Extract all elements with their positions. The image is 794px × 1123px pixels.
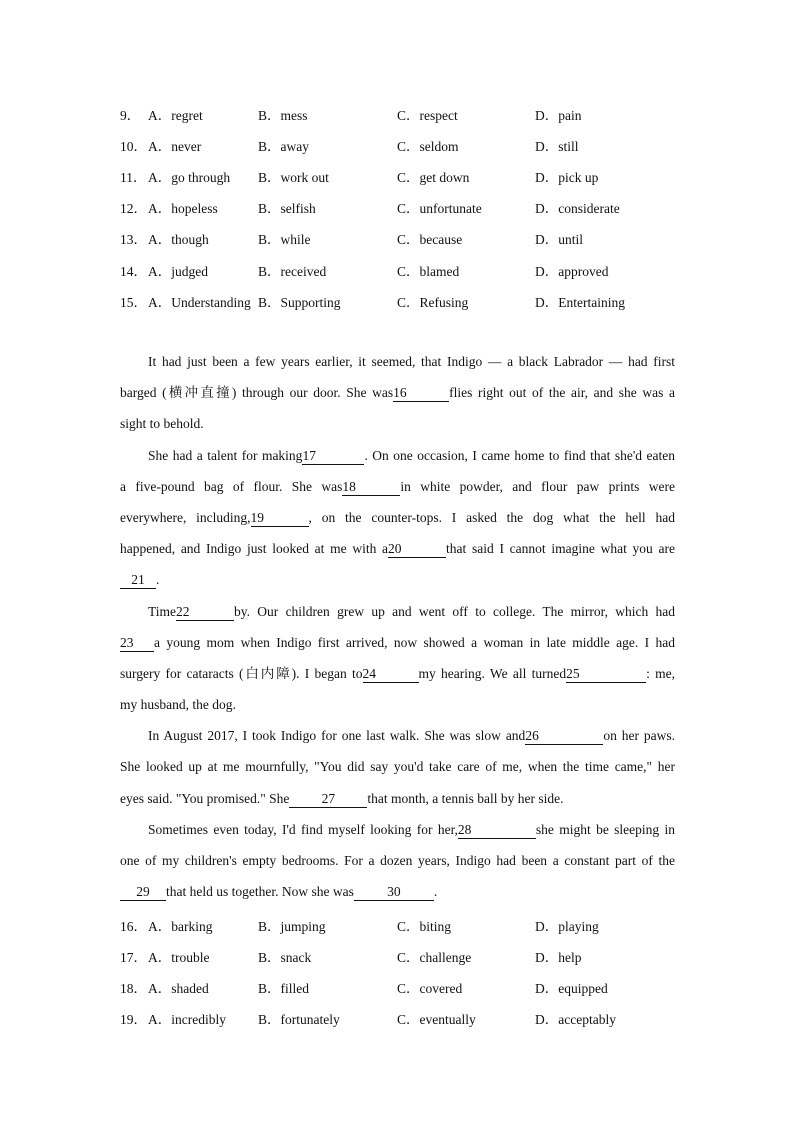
- option-d: D．still: [535, 139, 579, 154]
- text: eyes said. "You promised." She: [120, 790, 290, 806]
- option-a: A．incredibly: [148, 1012, 226, 1027]
- text: everywhere, including,: [120, 509, 251, 525]
- question-number: 12．: [120, 201, 147, 216]
- option-b: B．snack: [258, 950, 312, 965]
- option-c: C．biting: [397, 919, 452, 934]
- blank-20: 20: [388, 541, 446, 558]
- question-number: 18．: [120, 981, 147, 996]
- blank-19: 19: [251, 510, 309, 527]
- passage-line: [120, 502, 675, 533]
- passage-line: [120, 533, 675, 564]
- passage-line: [120, 564, 675, 595]
- option-b: B．jumping: [258, 919, 326, 934]
- passage-line: [120, 377, 675, 408]
- text: flies right out of the air, and she was a: [449, 385, 675, 401]
- text: by. Our children grew up and went off to college. The mirror, which had: [234, 603, 675, 619]
- blank-28: 28: [458, 822, 536, 839]
- text: that held us together. Now she was: [166, 884, 354, 900]
- text: happened, and Indigo just looked at me with a: [120, 541, 389, 557]
- text: surgery for cataracts (白内障). I began to: [120, 665, 363, 681]
- blank-21: 21: [120, 572, 156, 589]
- option-d: D．equipped: [535, 981, 608, 996]
- text: a five-pound bag of flour. She was: [120, 478, 343, 494]
- option-b: B．mess: [258, 108, 308, 123]
- option-d: D．pick up: [535, 170, 599, 185]
- option-c: C．respect: [397, 108, 458, 123]
- option-b: B．filled: [258, 981, 309, 996]
- passage-line: [120, 814, 675, 845]
- passage-line: [120, 627, 675, 658]
- option-d: D．pain: [535, 108, 582, 123]
- passage-line: [120, 596, 675, 627]
- blank-27: 27: [289, 791, 367, 808]
- question-number: 9．: [120, 108, 141, 123]
- option-d: D．approved: [535, 264, 609, 279]
- passage-line: [120, 658, 675, 689]
- option-b: B．fortunately: [258, 1012, 340, 1027]
- text: .: [433, 884, 438, 900]
- passage-line: [120, 720, 675, 751]
- passage-line: sight to behold.: [120, 416, 204, 432]
- question-number: 17．: [120, 950, 147, 965]
- option-d: D．acceptably: [535, 1012, 616, 1027]
- option-a: A．never: [148, 139, 202, 154]
- passage-line: [120, 783, 675, 814]
- blank-24: 24: [363, 666, 419, 683]
- blank-17: 17: [302, 448, 364, 465]
- question-number: 13．: [120, 232, 147, 247]
- option-c: C．get down: [397, 170, 470, 185]
- blank-29: 29: [120, 884, 166, 901]
- text: she might be sleeping in: [535, 821, 675, 837]
- passage-line: [120, 876, 675, 907]
- option-c: C．seldom: [397, 139, 459, 154]
- option-a: A．go through: [148, 170, 231, 185]
- option-d: D．until: [535, 232, 584, 247]
- blank-26: 26: [525, 728, 603, 745]
- option-a: A．shaded: [148, 981, 209, 996]
- text: Sometimes even today, I'd find myself looking for her,: [148, 821, 458, 837]
- question-number: 19．: [120, 1012, 147, 1027]
- text: my hearing. We all turned: [418, 665, 567, 681]
- option-d: D．help: [535, 950, 582, 965]
- option-c: C．Refusing: [397, 295, 469, 310]
- option-a: A．barking: [148, 919, 213, 934]
- question-number: 11．: [120, 170, 147, 185]
- option-a: A．though: [148, 232, 209, 247]
- option-a: A．regret: [148, 108, 203, 123]
- option-a: A．judged: [148, 264, 208, 279]
- text: Time: [148, 603, 177, 619]
- question-number: 10．: [120, 139, 147, 154]
- option-b: B．Supporting: [258, 295, 341, 310]
- option-b: B．received: [258, 264, 327, 279]
- option-d: D．Entertaining: [535, 295, 625, 310]
- option-c: C．blamed: [397, 264, 460, 279]
- option-b: B．work out: [258, 170, 329, 185]
- text: .: [156, 572, 160, 588]
- option-b: B．while: [258, 232, 311, 247]
- text: in white powder, and flour paw prints were: [400, 478, 675, 494]
- question-number: 16．: [120, 919, 147, 934]
- option-c: C．unfortunate: [397, 201, 482, 216]
- option-a: A．trouble: [148, 950, 210, 965]
- passage-line: She looked up at me mournfully, "You did say you'd take care of me, when the time came," her: [120, 759, 675, 775]
- option-d: D．playing: [535, 919, 599, 934]
- blank-23: 23: [120, 635, 154, 652]
- text: , on the counter-tops. I asked the dog what the hell had: [308, 509, 675, 525]
- option-c: C．because: [397, 232, 463, 247]
- option-c: C．eventually: [397, 1012, 476, 1027]
- passage: [120, 346, 675, 907]
- passage-line: my husband, the dog.: [120, 697, 236, 713]
- passage-line: [120, 471, 675, 502]
- option-b: B．away: [258, 139, 309, 154]
- text: : me,: [646, 665, 675, 681]
- text: that month, a tennis ball by her side.: [367, 790, 564, 806]
- text: She had a talent for making: [148, 447, 303, 463]
- blank-22: 22: [176, 604, 234, 621]
- text: barged (横冲直撞) through our door. She was: [120, 385, 394, 401]
- text: that said I cannot imagine what you are: [446, 541, 675, 557]
- option-a: A．hopeless: [148, 201, 218, 216]
- passage-line: [120, 440, 675, 471]
- text: In August 2017, I took Indigo for one last walk. She was slow and: [148, 728, 526, 744]
- blank-16: 16: [393, 385, 449, 402]
- text: . On one occasion, I came home to find that she'd eaten: [364, 447, 675, 463]
- question-number: 14．: [120, 264, 147, 279]
- passage-line: one of my children's empty bedrooms. For a dozen years, Indigo had been a constant part of the: [120, 853, 675, 868]
- option-b: B．selfish: [258, 201, 316, 216]
- text: a young mom when Indigo first arrived, now showed a woman in late middle age. I had: [154, 634, 675, 650]
- text: on her paws.: [603, 728, 675, 744]
- question-number: 15．: [120, 295, 147, 310]
- option-a: A．Understanding: [148, 295, 251, 310]
- blank-18: 18: [342, 479, 400, 496]
- option-d: D．considerate: [535, 201, 620, 216]
- passage-line: It had just been a few years earlier, it seemed, that Indigo — a black Labrador — had first: [148, 354, 675, 369]
- option-c: C．challenge: [397, 950, 472, 965]
- blank-30: 30: [354, 884, 434, 901]
- option-c: C．covered: [397, 981, 463, 996]
- blank-25: 25: [566, 666, 646, 683]
